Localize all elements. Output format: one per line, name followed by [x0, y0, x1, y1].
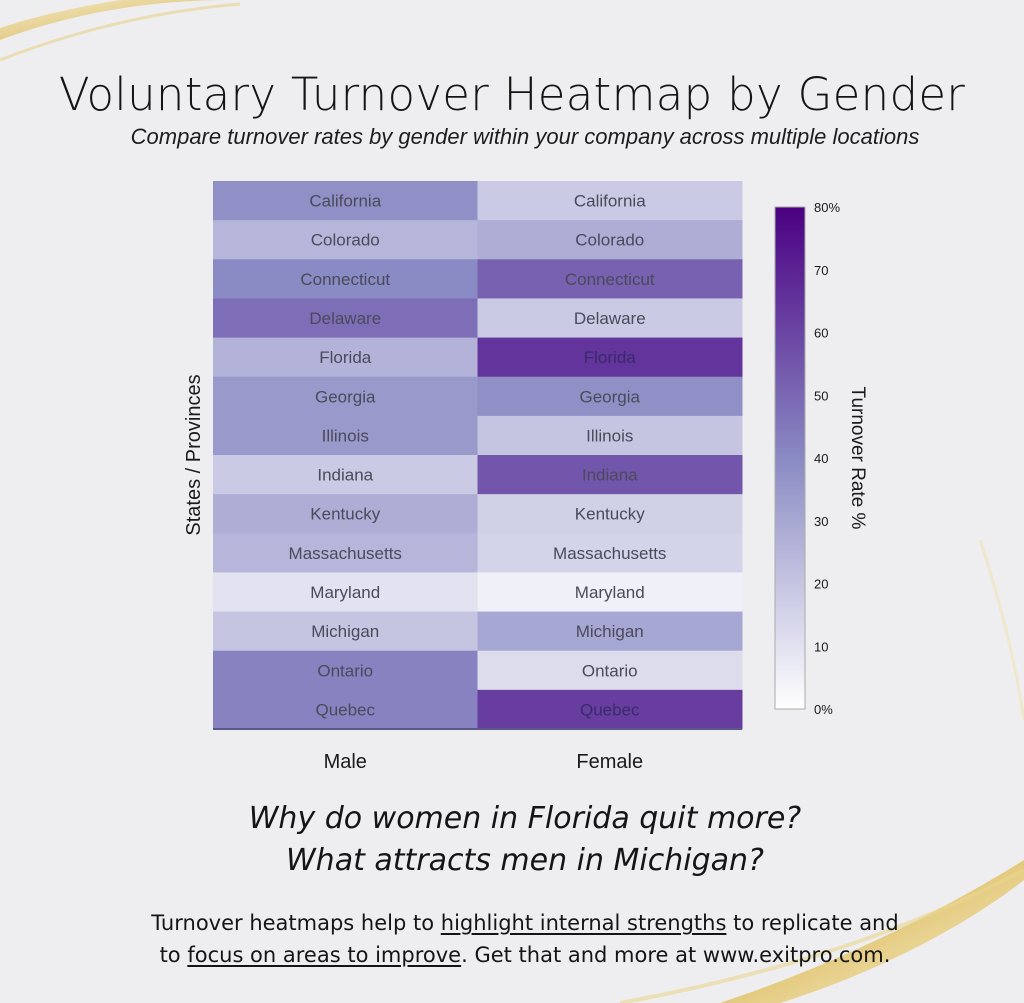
heatmap-cell-label: California	[573, 191, 646, 211]
heatmap-cell-label: Michigan	[311, 622, 380, 642]
x-tick-label: Male	[323, 751, 367, 773]
footer-line-2	[0, 939, 1024, 971]
heatmap-cell-label: Georgia	[579, 387, 640, 407]
heatmap-cell-label: Illinois	[321, 426, 369, 446]
highlight-strengths-link[interactable]: highlight internal strengths	[440, 911, 727, 935]
colorbar-tick-label: 50	[814, 388, 829, 404]
colorbar-tick-label: 0%	[814, 702, 833, 717]
heatmap-cell-label: Massachusetts	[288, 543, 402, 563]
heatmap-cell-label: Ontario	[581, 661, 638, 681]
heatmap-cell-label: Maryland	[574, 583, 645, 602]
heatmap-cell-label: Kentucky	[310, 504, 381, 524]
heatmap-cell-label: Connecticut	[564, 269, 655, 289]
colorbar-tick-label: 30	[814, 513, 829, 529]
heatmap-cell-label: Florida	[319, 348, 372, 368]
page-subtitle: Compare turnover rates by gender within your company across multiple locations	[130, 124, 920, 149]
heatmap-cell-label: Connecticut	[300, 269, 391, 289]
colorbar-tick-label: 10	[814, 639, 829, 655]
heatmap-cell-label: Kentucky	[574, 504, 645, 524]
footer-text: Turnover heatmaps help to	[151, 911, 441, 935]
footer-line-1	[0, 907, 1024, 939]
focus-improve-link[interactable]: focus on areas to improve	[187, 943, 462, 967]
footer-text: to	[159, 943, 188, 967]
heatmap-cell-label: Maryland	[310, 583, 381, 602]
colorbar-label: Turnover Rate %	[847, 386, 868, 530]
heatmap-cell-label: Illinois	[586, 426, 634, 446]
footer-text: . Get that and more at www.exitpro.com.	[461, 943, 891, 967]
heatmap-cell-label: Colorado	[310, 230, 380, 250]
colorbar-tick-label: 40	[814, 451, 829, 466]
heatmap-cell-label: Georgia	[315, 387, 376, 407]
footer-text: to replicate and	[726, 911, 899, 935]
question-michigan: What attracts men in Michigan?	[286, 843, 764, 878]
colorbar	[775, 207, 805, 709]
heatmap-cell-label: Delaware	[573, 309, 646, 328]
heatmap-cell-label: Michigan	[575, 622, 644, 642]
heatmap-cell-label: Indiana	[317, 465, 374, 485]
page-title: Voluntary Turnover Heatmap by Gender	[58, 68, 966, 121]
heatmap-cell-label: Massachusetts	[553, 543, 667, 563]
heatmap-cell-label: Delaware	[309, 309, 382, 328]
heatmap-cell-label: Quebec	[579, 700, 640, 720]
y-axis-label: States / Provinces	[183, 374, 205, 536]
heatmap-cell-label: Indiana	[581, 465, 638, 485]
heatmap-cell-label: California	[309, 191, 382, 211]
heatmap-cell-label: Ontario	[317, 661, 374, 681]
heatmap-cell-label: Quebec	[315, 700, 376, 720]
colorbar-tick-label: 80%	[814, 200, 841, 215]
x-tick-label: Female	[576, 751, 644, 773]
colorbar-tick-label: 70	[814, 262, 829, 278]
question-florida: Why do women in Florida quit more?	[248, 801, 802, 836]
heatmap-cell-label: Florida	[583, 348, 636, 368]
colorbar-tick-label: 20	[814, 576, 829, 592]
heatmap-cell-label: Colorado	[575, 230, 645, 250]
colorbar-tick-label: 60	[814, 325, 829, 341]
